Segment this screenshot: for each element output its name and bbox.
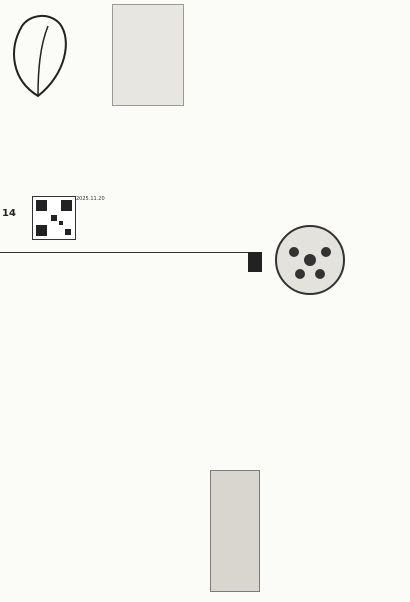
paper-name [2,196,34,220]
qr-code-icon [32,196,76,240]
leaf-icon [2,10,74,100]
masthead [0,0,112,250]
byline [240,400,254,480]
feature-subhead [150,2,176,212]
book-cover-image-2 [210,470,260,592]
feature-headline [178,2,238,222]
date-block: 2025.11.20 [76,196,105,202]
right-article-title [255,238,315,498]
divider-rule [0,252,250,253]
page-number: 14 [2,208,16,219]
